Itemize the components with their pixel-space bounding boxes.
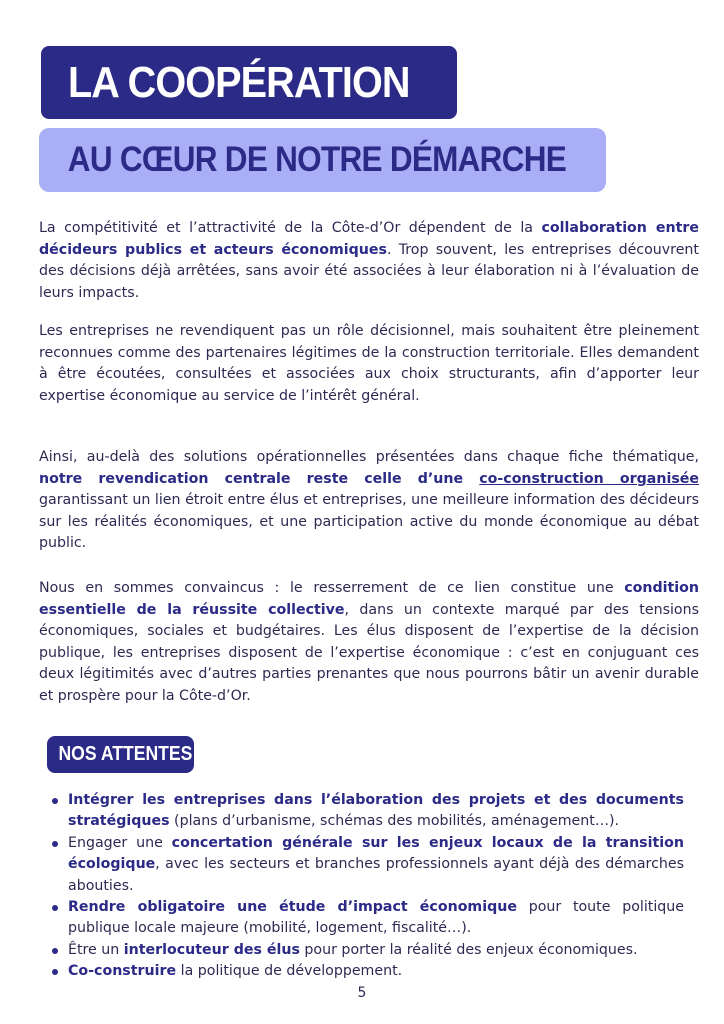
list-item [68, 833, 684, 897]
bullet-icon [52, 841, 58, 847]
attentes-list [68, 790, 684, 983]
paragraph-text: Nous en sommes convaincus : le resserrement de ce lien constitue une [39, 580, 625, 596]
attentes-heading: NOS ATTENTES [58, 743, 193, 765]
paragraph-intro [39, 218, 699, 304]
bullet-icon [52, 798, 58, 804]
paragraph-text: garantissant un lien étroit entre élus et entreprises, une meilleure information des décideurs sur les réalités économiques, et une participation active du monde économique au débat public. [39, 492, 699, 552]
page-subtitle: AU CŒUR DE NOTRE DÉMARCHE [67, 140, 567, 179]
bullet-icon [52, 969, 58, 975]
paragraph-emphasis: collaboration entre décideurs publics et acteurs économiques [39, 220, 699, 258]
paragraph-text: Les entreprises ne revendiquent pas un rôle décisionnel, mais souhaitent être pleinement reconnues comme des partenaires légitimes de la construction territoriale. Elles demandent à être écoutées, consultées et associées aux choix structurants, afin d’apporter leur expertise économique au service de l’intérêt général. [39, 323, 699, 404]
paragraph-conviction [39, 578, 699, 708]
paragraph-role [39, 321, 699, 407]
paragraph-text: La compétitivité et l’attractivité de la Côte-d’Or dépendent de la [39, 220, 542, 236]
list-item-text: pour porter la réalité des enjeux économiques. [299, 941, 638, 958]
paragraph-text: , dans un contexte marqué par des tensions économiques, sociales et budgétaires. Les élus disposent de l’expertise de la décision publique, les entreprises disposent de l’expertise économique : c’est en conjuguant ces deux légitimités avec d’autres parties prenantes que nous pourrons bâtir un avenir durable et prospère pour la Côte-d’Or. [39, 601, 699, 704]
page-number: 5 [357, 985, 367, 1001]
paragraph-underlined-emphasis: co-construction organisée [479, 470, 700, 487]
paragraph-text: Ainsi, au-delà des solutions opérationnelles présentées dans chaque fiche thématique, [39, 449, 699, 465]
paragraph-emphasis: condition essentielle de la réussite collective [39, 580, 699, 618]
list-item [68, 940, 684, 961]
list-item-text: Être un [68, 941, 124, 958]
list-item-emphasis: concertation générale sur les enjeux locaux de la transition écologique [68, 834, 684, 873]
list-item-text: , avec les secteurs et branches professionnels ayant déjà des démarches abouties. [68, 856, 684, 894]
list-item-text: Engager une [68, 834, 172, 851]
list-item-text: la politique de développement. [176, 963, 403, 980]
attentes-heading-box [47, 736, 194, 773]
bullet-icon [52, 948, 58, 954]
list-item [68, 790, 684, 833]
list-item-emphasis: Intégrer les entreprises dans l’élaboration des projets et des documents stratégiques [68, 792, 684, 830]
list-item-emphasis: interlocuteur des élus [123, 941, 300, 958]
list-item-emphasis: Co-construire [68, 963, 177, 980]
list-item-emphasis: Rendre obligatoire une étude d’impact économique [68, 899, 517, 916]
list-item [68, 961, 684, 982]
paragraph-text: . Trop souvent, les entreprises découvrent des décisions déjà arrêtées, sans avoir été associées à leur élaboration ni à l’évaluation de leurs impacts. [39, 241, 699, 301]
list-item [68, 897, 684, 940]
paragraph-emphasis-text: notre revendication centrale reste celle d’une [39, 470, 480, 487]
bullet-icon [52, 905, 58, 911]
page-title: LA COOPÉRATION [68, 57, 410, 107]
subtitle-banner [39, 128, 606, 192]
title-banner [41, 46, 457, 119]
paragraph-revendication [39, 447, 699, 555]
list-item-text: (plans d’urbanisme, schémas des mobilités, aménagement…). [169, 813, 620, 830]
list-item-text: pour toute politique publique locale majeure (mobilité, logement, fiscalité…). [68, 899, 684, 937]
paragraph-emphasis [39, 471, 699, 487]
